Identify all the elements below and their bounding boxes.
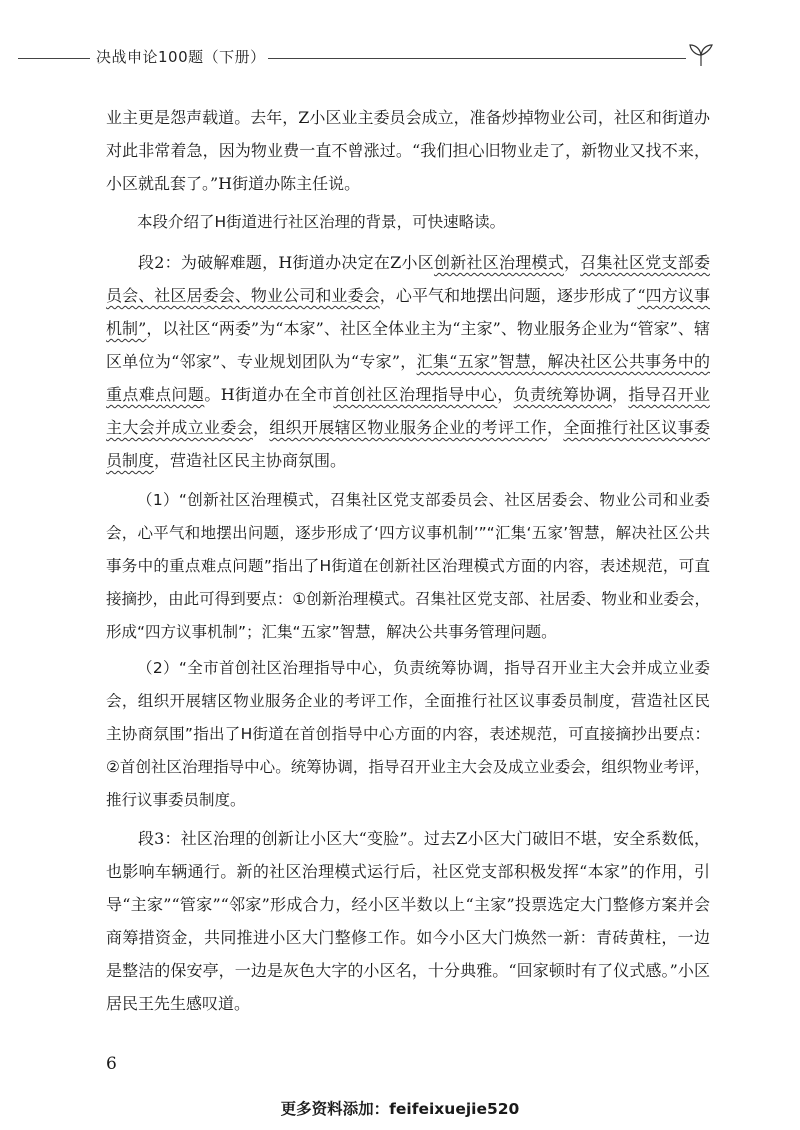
text-run: ，以社区“两委”为“本家”、社区全体业主为“主家”、物业服务企业为“管家”、辖区单位为“邻家”、专业规划团队为“专家”， xyxy=(106,319,710,371)
text-run: 段2：为破解难题，H街道办决定在Z小区 xyxy=(138,253,434,272)
text-run: ， xyxy=(252,418,270,437)
underlined-key-phrase: 首创社区治理指导中心 xyxy=(333,385,498,404)
text-run: ， xyxy=(546,418,564,437)
text-run: ，营造社区民主协商氛围。 xyxy=(154,451,347,470)
underlined-key-phrase: 召集社区党支部委员会、社区居委会、物业公司和业委会 xyxy=(106,253,710,305)
analysis-point-2: （2）“全市首创社区治理指导中心，负责统筹协调，指导召开业主大会并成立业委会，组织开展辖区物业服务企业的考评工作，全面推行社区议事委员制度，营造社区民主协商氛围”指出了H街道在首创指导中心方面的内容，表述规范，可直接摘抄出要点：②首创社区治理指导中心。统筹协调，指导召开业主大会及成立业委会，组织物业考评，推行议事委员制度。 xyxy=(106,659,710,809)
text-run: 。H街道办在全市 xyxy=(204,385,334,404)
underlined-key-phrase: 指导召开业主大会并成立业委会 xyxy=(106,385,710,437)
paragraph-segment-2 xyxy=(106,246,710,477)
underlined-key-phrase: “四方议事机制” xyxy=(106,286,710,338)
text-run: ， xyxy=(563,253,581,272)
analysis-point-1: （1）“创新社区治理模式，召集社区党支部委员会、社区居委会、物业公司和业委会，心平气和地摆出问题，逐步形成了‘四方议事机制’”“汇集‘五家’智慧，解决社区公共事务中的重点难点问题”指出了H街道在创新社区治理模式方面的内容，表述规范，可直接摘抄，由此可得到要点：①创新治理模式。召集社区党支部、社居委、物业和业委会，形成“四方议事机制”；汇集“五家”智慧，解决公共事务管理问题。 xyxy=(106,491,710,641)
underlined-key-phrase: 负责统筹协调 xyxy=(513,385,612,404)
footer-note: 更多资料添加：feifeixuejie520 xyxy=(280,1100,520,1118)
underlined-key-phrase: 全面推行社区议事委员制度 xyxy=(106,418,710,470)
analysis-note-background: 本段介绍了H街道进行社区治理的背景，可快速略读。 xyxy=(137,213,506,231)
book-title: 决战申论100题（下册） xyxy=(96,48,266,66)
header-rule-right xyxy=(268,58,686,59)
underlined-key-phrase: 汇集“五家”智慧，解决社区公共事务中的重点难点问题 xyxy=(106,352,710,404)
page-number: 6 xyxy=(106,1054,117,1074)
underlined-key-phrase: 组织开展辖区物业服务企业的考评工作 xyxy=(269,418,547,437)
paragraph-segment-3: 段3：社区治理的创新让小区大“变脸”。过去Z小区大门破旧不堪，安全系数低，也影响车辆通行。新的社区治理模式运行后，社区党支部积极发挥“本家”的作用，引导“主家”“管家”“邻家”形成合力，经小区半数以上“主家”投票选定大门整修方案并会商筹措资金，共同推进小区大门整修工作。如今小区大门焕然一新：青砖黄柱，一边是整洁的保安亭，一边是灰色大字的小区名，十分典雅。“回家顿时有了仪式感。”小区居民王先生感叹道。 xyxy=(106,829,710,1013)
underlined-key-phrase: 创新社区治理模式 xyxy=(433,253,564,272)
running-header xyxy=(0,42,800,72)
text-run: ， xyxy=(611,385,629,404)
sprout-leaf-icon xyxy=(688,42,714,68)
header-rule-left xyxy=(18,58,90,59)
text-run: ，心平气和地摆出问题，逐步形成了 xyxy=(379,286,638,305)
text-run: ， xyxy=(497,385,514,404)
paragraph-background: 业主更是怨声载道。去年，Z小区业主委员会成立，准备炒掉物业公司，社区和街道办对此非常着急，因为物业费一直不曾涨过。“我们担心旧物业走了，新物业又找不来，小区就乱套了。”H街道办陈主任说。 xyxy=(106,108,710,193)
